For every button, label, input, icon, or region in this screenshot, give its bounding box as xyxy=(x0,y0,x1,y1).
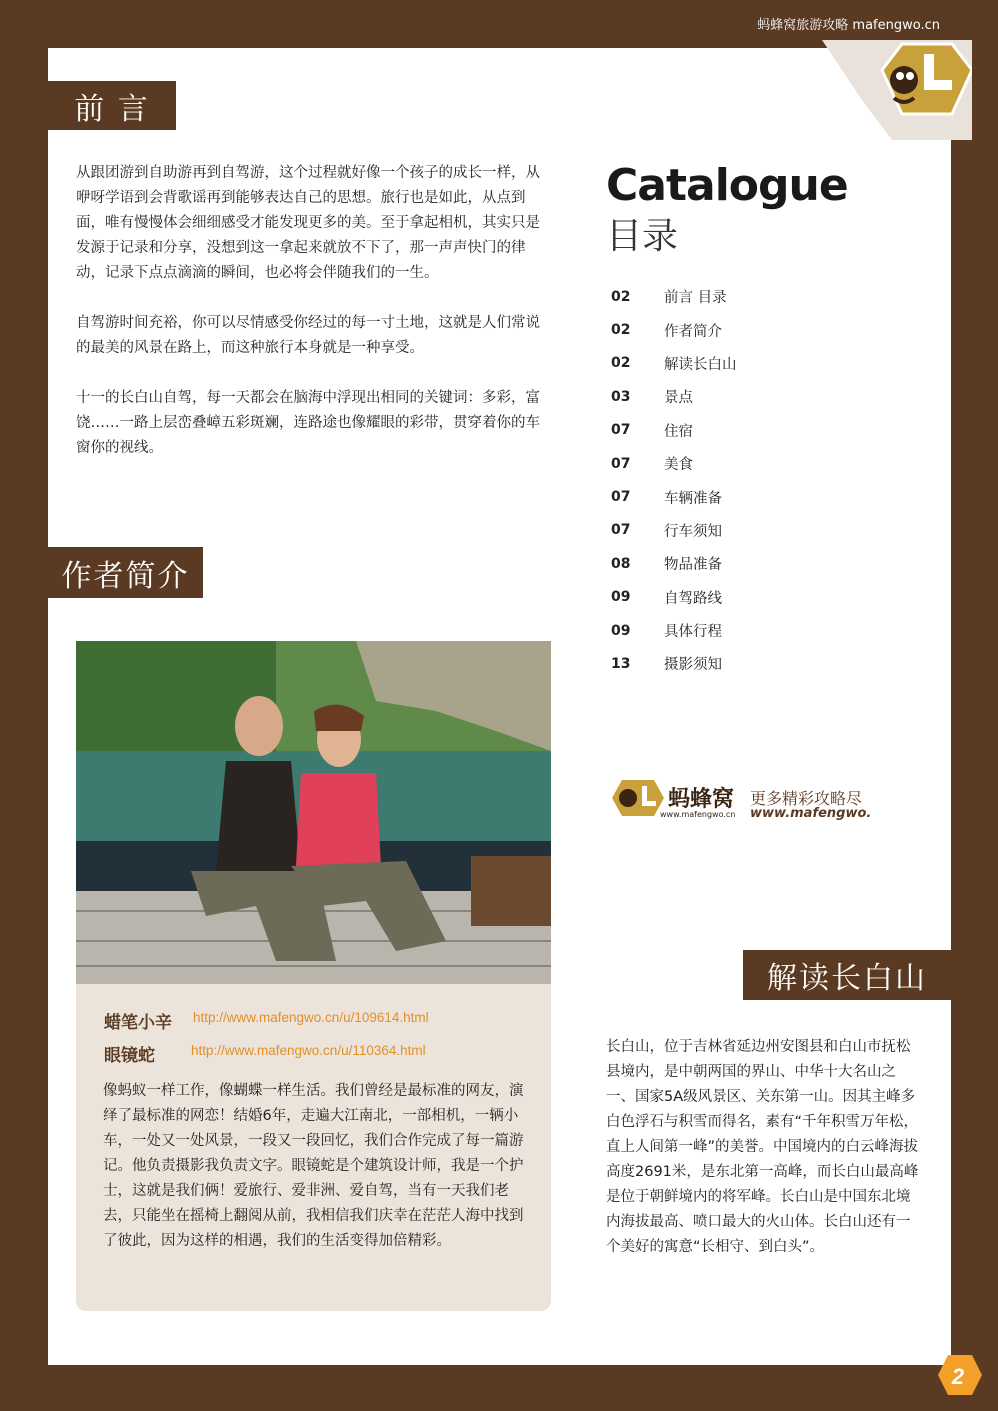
catalogue-page: 08 xyxy=(611,555,631,572)
catalogue-item[interactable] xyxy=(611,380,911,413)
author-link-2[interactable]: http://www.mafengwo.cn/u/110364.html xyxy=(191,1043,426,1058)
catalogue-label: 住宿 xyxy=(664,423,693,440)
site-label: 蚂蜂窝旅游攻略 mafengwo.cn xyxy=(757,18,940,33)
preface-paragraph-3: 十一的长白山自驾，每一天都会在脑海中浮现出相同的关键词：多彩，富饶……一路上层峦叠嶂五彩斑斓，连路途也像耀眼的彩带，贯穿着你的车窗你的视线。 xyxy=(76,390,540,456)
preface-tab: 前 言 xyxy=(48,81,176,130)
catalogue-label: 摄影须知 xyxy=(664,657,722,674)
catalogue-item[interactable] xyxy=(611,414,911,447)
author-name-1: 蜡笔小辛 xyxy=(104,1013,172,1033)
catalogue-item[interactable] xyxy=(611,313,911,346)
page-number-badge xyxy=(936,1353,982,1397)
author-bio: 像蚂蚁一样工作，像蝴蝶一样生活。我们曾经是最标准的网友，演绎了最标准的网恋！结婚6年，走遍大江南北，一部相机，一辆小车，一处又一处风景，一段又一段回忆，我们合作完成了每一篇游记。他负责摄影我负责文字。眼镜蛇是个建筑设计师，我是一个护士，这就是我们俩！爱旅行、爱非洲、爱自驾，当有一天我们老去，只能坐在摇椅上翻阅从前，我相信我们庆幸在茫茫人海中找到了彼此，因为这样的相遇，我们的生活变得加倍精彩。 xyxy=(103,1083,524,1249)
author-photo xyxy=(76,641,551,984)
brand-url: www.mafengwo. xyxy=(750,806,872,821)
catalogue-item[interactable] xyxy=(611,647,911,680)
brand-logo-text: 蚂蜂窝 xyxy=(668,787,735,812)
catalogue-label: 美食 xyxy=(664,457,693,474)
catalogue-page: 13 xyxy=(611,655,631,672)
mafengwo-logo-icon xyxy=(822,40,972,140)
catalogue-list xyxy=(611,280,911,681)
catalogue-label: 解读长白山 xyxy=(664,356,737,373)
catalogue-label: 景点 xyxy=(664,390,693,407)
catalogue-item[interactable] xyxy=(611,514,911,547)
brand-logo-url: www.mafengwo.cn xyxy=(660,810,736,819)
catalogue-label: 行车须知 xyxy=(664,523,722,540)
page-number: 2 xyxy=(951,1364,965,1389)
catalogue-page: 03 xyxy=(611,388,631,405)
preface-paragraph-1: 从跟团游到自助游再到自驾游，这个过程就好像一个孩子的成长一样，从咿呀学语到会背歌谣再到能够表达自己的思想。旅行也是如此，从点到面，唯有慢慢体会细细感受才能发现更多的美。至于拿起相机，其实只是发源于记录和分享，没想到这一拿起来就放不下了，那一声声快门的律动，记录下点点滴滴的瞬间，也必将会伴随我们的一生。 xyxy=(76,165,540,281)
preface-paragraph-2: 自驾游时间充裕，你可以尽情感受你经过的每一寸土地，这就是人们常说的最美的风景在路上，而这种旅行本身就是一种享受。 xyxy=(76,315,540,356)
changbaishan-tab: 解读长白山 xyxy=(743,950,951,1000)
catalogue-label: 物品准备 xyxy=(664,557,722,574)
catalogue-page: 02 xyxy=(611,288,631,305)
catalogue-item[interactable] xyxy=(611,547,911,580)
catalogue-page: 07 xyxy=(611,422,631,439)
changbaishan-text: 长白山，位于吉林省延边州安图县和白山市抚松县境内，是中朝两国的界山、中华十大名山之一、国家5A级风景区、关东第一山。因其主峰多白色浮石与积雪而得名，素有“千年积雪万年松，直上人间第一峰”的美誉。中国境内的白云峰海拔高度2691米，是东北第一高峰，而长白山最高峰是位于朝鲜境内的将军峰。长白山是中国东北境内海拔最高、喷口最大的火山体。长白山还有一个美好的寓意“长相守、到白头”。 xyxy=(606,1039,919,1255)
catalogue-item[interactable] xyxy=(611,614,911,647)
catalogue-item[interactable] xyxy=(611,347,911,380)
catalogue-title: Catalogue xyxy=(606,160,848,211)
catalogue-subtitle: 目录 xyxy=(606,216,679,257)
catalogue-page: 07 xyxy=(611,455,631,472)
brand-banner[interactable] xyxy=(608,776,878,824)
catalogue-label: 具体行程 xyxy=(664,624,722,641)
catalogue-label: 自驾路线 xyxy=(664,590,722,607)
catalogue-page: 09 xyxy=(611,589,631,606)
author-link-1[interactable]: http://www.mafengwo.cn/u/109614.html xyxy=(193,1010,429,1025)
catalogue-page: 02 xyxy=(611,322,631,339)
catalogue-page: 02 xyxy=(611,355,631,372)
catalogue-label: 车辆准备 xyxy=(664,490,722,507)
catalogue-label: 前言 目录 xyxy=(664,290,727,307)
catalogue-item[interactable] xyxy=(611,447,911,480)
catalogue-item[interactable] xyxy=(611,480,911,513)
author-name-2: 眼镜蛇 xyxy=(104,1046,155,1066)
catalogue-page: 07 xyxy=(611,489,631,506)
catalogue-item[interactable] xyxy=(611,581,911,614)
catalogue-label: 作者简介 xyxy=(664,323,722,340)
catalogue-item[interactable] xyxy=(611,280,911,313)
mafengwo-small-logo-icon xyxy=(608,778,666,818)
author-tab: 作者简介 xyxy=(48,547,203,598)
brand-slogan: 更多精彩攻略尽 xyxy=(750,789,863,808)
catalogue-page: 09 xyxy=(611,622,631,639)
catalogue-page: 07 xyxy=(611,522,631,539)
